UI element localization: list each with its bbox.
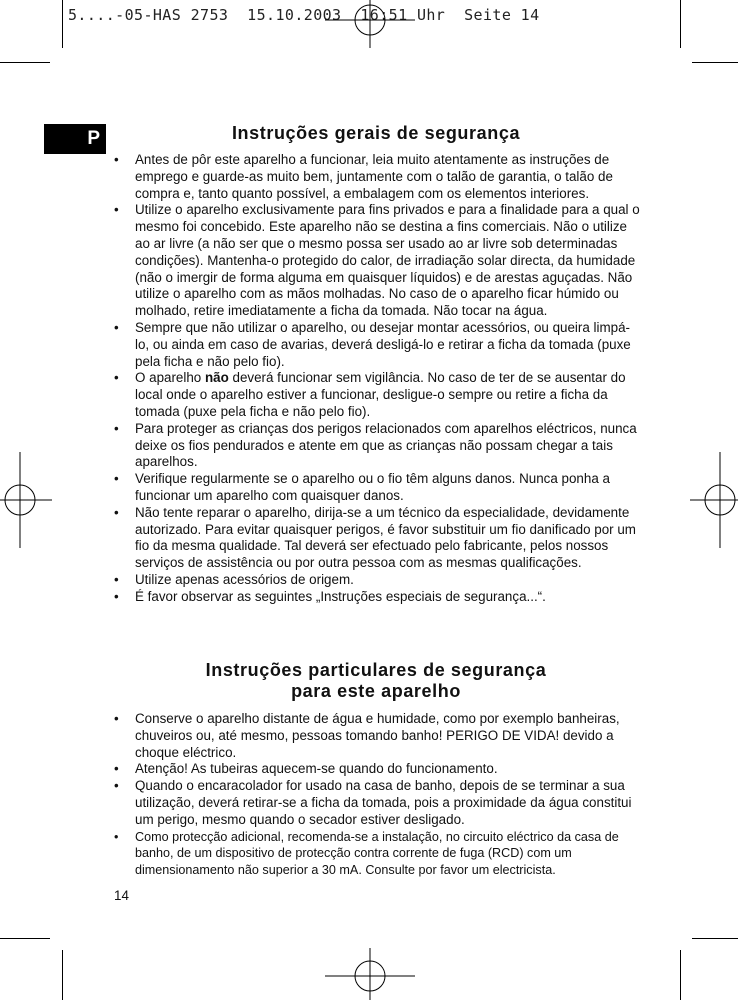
crop-mark xyxy=(62,0,63,48)
emphasis-text: não xyxy=(204,370,229,386)
crop-mark xyxy=(680,0,681,48)
page-number: 14 xyxy=(114,888,129,903)
crop-mark xyxy=(692,938,738,939)
registration-mark-icon xyxy=(325,948,415,1000)
registration-mark-icon xyxy=(325,0,415,48)
list-item: • Como protecção adicional, recomenda-se a instalação, no circuito eléctrico da casa de banho, de um dispositivo de protecção contra corrente de fuga (RCD) com um dimensionamento não superior a 30 mA. Consulte por favor um electricista. xyxy=(114,829,644,879)
print-slug: 5....-05-HAS 2753 15.10.2003 16:51 Uhr Seite 14 xyxy=(68,6,540,24)
language-tab: P xyxy=(44,124,106,154)
list-item: • Sempre que não utilizar o aparelho, ou desejar montar acessórios, ou queira limpá-lo, ou ainda em caso de avarias, deverá desligá-lo e retirar a ficha da tomada (puxe pela ficha e não pelo fio). xyxy=(114,320,644,370)
list-item-text: deverá funcionar sem vigilância. No caso de ter de se ausentar do local onde o aparelho estiver a funcionar, desligue-o sempre ou retire a ficha da tomada (puxe pela ficha e não pelo fio). xyxy=(135,370,626,419)
registration-mark-icon xyxy=(690,452,738,548)
list-item: • Não tente reparar o aparelho, dirija-se a um técnico da especialidade, devidamente autorizado. Para evitar quaisquer perigos, é favor substituir um fio danificado por um fio da mesma qualidade. Tal deverá ser efectuado pelo fabricante, pelos nossos serviços de assistência ou por outra pessoa com as mesmas qualificações. xyxy=(114,505,644,572)
list-item: • Quando o encaracolador for usado na casa de banho, depois de se terminar a sua utilização, deverá retirar-se a ficha da tomada, pois a proximidade da água constitui um perigo, mesmo quando o secador estiver desligado. xyxy=(114,778,644,828)
crop-mark xyxy=(0,938,50,939)
list-item: • Utilize o aparelho exclusivamente para fins privados e para a finalidade para a qual o mesmo foi concebido. Este aparelho não se destina a fins comerciais. Não o utilize ao ar livre (a não ser que o mesmo possa ser usado ao ar livre sob determinadas condições). Mantenha-o protegido do calor, de irradiação solar directa, da humidade (não o imergir de forma alguma em quaisquer líquidos) e de arestas aguçadas. Não utilize o aparelho com as mãos molhadas. No caso de o aparelho ficar húmido ou molhado, retire imediatamente a ficha da tomada. Não tocar na água. xyxy=(114,202,644,320)
general-safety-list xyxy=(114,152,644,606)
list-item xyxy=(114,370,644,420)
crop-mark xyxy=(692,62,738,63)
list-item: • Conserve o aparelho distante de água e humidade, como por exemplo banheiras, chuveiros ou, até mesmo, pessoas tomando banho! PERIGO DE VIDA! devido a choque eléctrico. xyxy=(114,711,644,761)
list-item: • Antes de pôr este aparelho a funcionar, leia muito atentamente as instruções de emprego e guarde-as muito bem, juntamente com o talão de garantia, o talão de compra e, tanto quanto possível, a embalagem com os elementos interiores. xyxy=(114,152,644,202)
crop-mark xyxy=(62,950,63,1000)
section-title-general-safety: Instruções gerais de segurança xyxy=(231,123,521,143)
section-title-line: Instruções particulares de segurança xyxy=(205,660,547,680)
list-item: • Para proteger as crianças dos perigos relacionados com aparelhos eléctricos, nunca deixe os fios pendurados e atente em que as crianças não possam chegar a tais aparelhos. xyxy=(114,421,644,471)
section-title-particular-safety xyxy=(114,660,638,702)
crop-mark xyxy=(680,950,681,1000)
section-title-line: para este aparelho xyxy=(291,681,461,701)
list-item: • É favor observar as seguintes „Instruções especiais de segurança...“. xyxy=(114,589,644,606)
list-item: • Verifique regularmente se o aparelho ou o fio têm alguns danos. Nunca ponha a funcionar um aparelho com quaisquer danos. xyxy=(114,471,644,505)
crop-mark xyxy=(0,62,50,63)
list-item: • Utilize apenas acessórios de origem. xyxy=(114,572,644,589)
list-item-text: O aparelho xyxy=(135,370,205,386)
particular-safety-list xyxy=(114,711,644,879)
list-item: • Atenção! As tubeiras aquecem-se quando do funcionamento. xyxy=(114,761,644,778)
registration-mark-icon xyxy=(0,452,52,548)
